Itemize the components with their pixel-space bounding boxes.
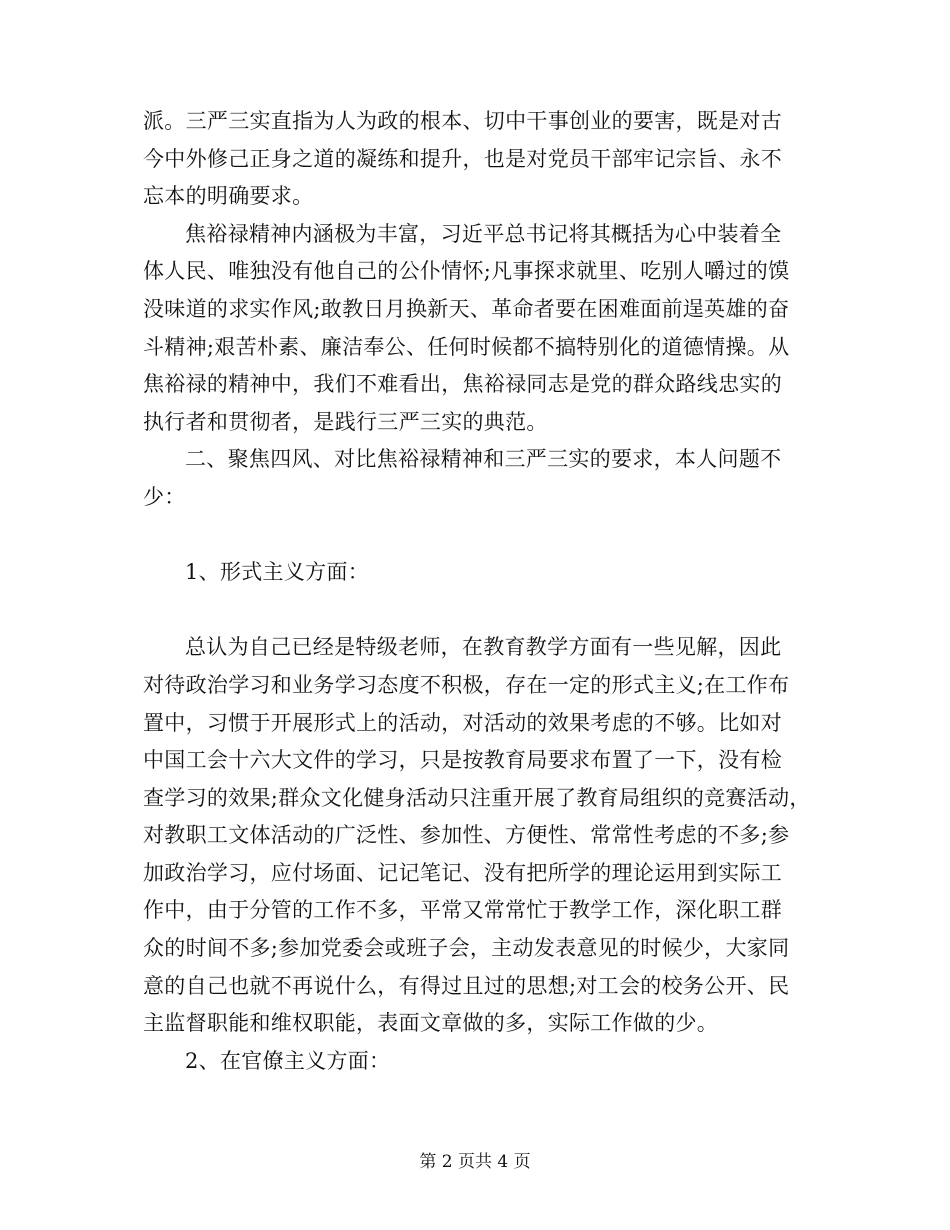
text-line: 体人民、唯独没有他自己的公仆情怀;凡事探求就里、吃别人嚼过的馍 [143, 259, 790, 284]
text-line: 作中，由于分管的工作不多，平常又常常忙于教学工作，深化职工群 [143, 898, 782, 923]
blank-line [143, 517, 818, 555]
page-footer: 第 2 页共 4 页 [419, 1152, 531, 1172]
paragraph [143, 1043, 818, 1081]
text-line: 今中外修己正身之道的凝练和提升，也是对党员干部牢记宗旨、永不 [143, 146, 782, 171]
blank-line [143, 592, 818, 630]
text-line: 对待政治学习和业务学习态度不积极，存在一定的形式主义;在工作布 [143, 672, 790, 697]
text-line: 对教职工文体活动的广泛性、参加性、方便性、常常性考虑的不多;参 [143, 823, 790, 848]
text-line: 没味道的求实作风;敢教日月换新天、革命者要在困难面前逞英雄的奋 [143, 296, 790, 321]
text-line: 中国工会十六大文件的学习，只是按教育局要求布置了一下，没有检 [143, 748, 782, 773]
text-line: 少： [143, 484, 186, 509]
paragraph [143, 554, 818, 592]
text-line: 派。三严三实直指为人为政的根本、切中干事创业的要害，既是对古 [143, 109, 782, 133]
text-line: 2、在官僚主义方面： [185, 1048, 391, 1073]
paragraph [143, 216, 818, 442]
text-line: 执行者和贯彻者，是践行三严三实的典范。 [143, 409, 548, 434]
document-body [143, 103, 818, 1080]
text-line: 1、形式主义方面： [185, 560, 370, 585]
text-line: 焦裕禄的精神中，我们不难看出，焦裕禄同志是党的群众路线忠实的 [143, 372, 782, 397]
text-line: 二、聚焦四风、对比焦裕禄精神和三严三实的要求，本人问题不 [185, 447, 782, 472]
text-line: 斗精神;艰苦朴素、廉洁奉公、任何时候都不搞特别化的道德情操。从 [143, 334, 790, 359]
text-line: 众的时间不多;参加党委会或班子会，主动发表意见的时候少，大家同 [143, 936, 790, 961]
text-line: 忘本的明确要求。 [143, 184, 314, 209]
paragraph [143, 441, 818, 516]
text-line: 置中，习惯于开展形式上的活动，对活动的效果考虑的不够。比如对 [143, 710, 782, 735]
paragraph [143, 103, 818, 216]
text-line: 意的自己也就不再说什么，有得过且过的思想;对工会的校务公开、民 [143, 973, 790, 998]
text-line: 总认为自己已经是特级老师，在教育教学方面有一些见解，因此 [185, 635, 782, 660]
text-line: 主监督职能和维权职能，表面文章做的多，实际工作做的少。 [143, 1011, 719, 1036]
text-line: 焦裕禄精神内涵极为丰富，习近平总书记将其概括为心中装着全 [185, 221, 782, 246]
paragraph [143, 629, 818, 1043]
text-line: 查学习的效果;群众文化健身活动只注重开展了教育局组织的竞赛活动， [143, 785, 811, 810]
text-line: 加政治学习，应付场面、记记笔记、没有把所学的理论运用到实际工 [143, 860, 782, 885]
